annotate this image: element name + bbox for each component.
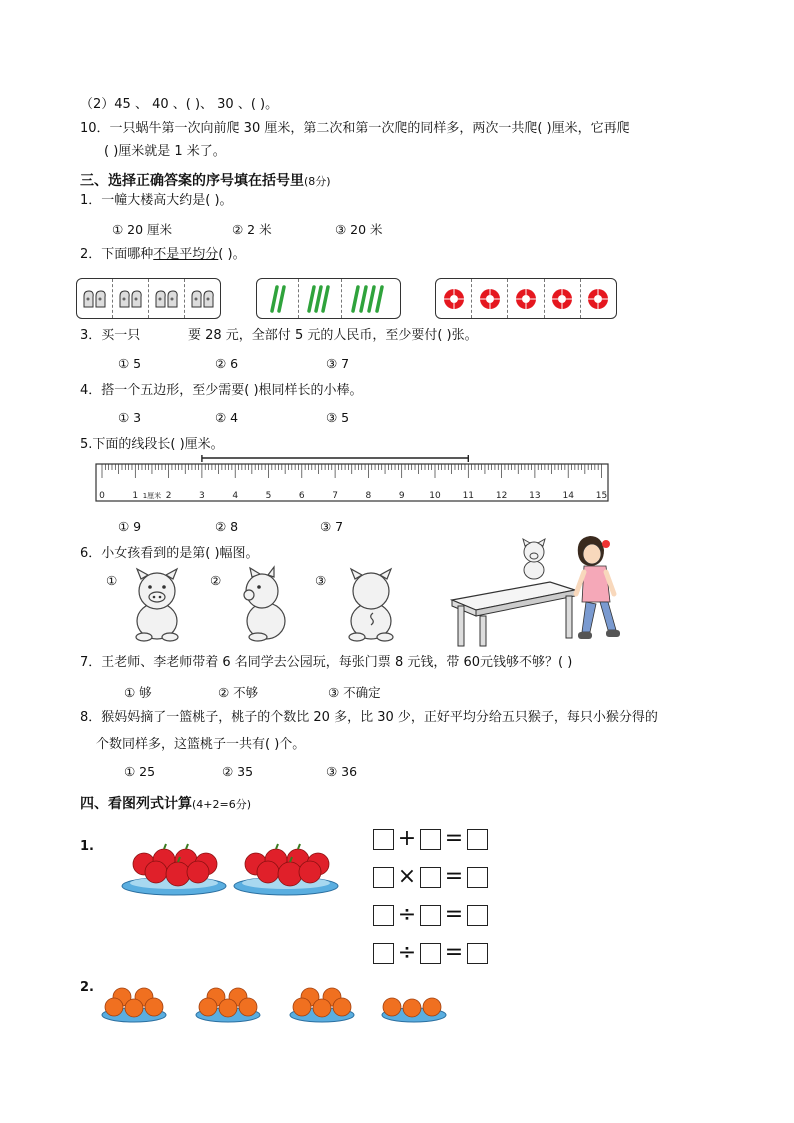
- answer-box[interactable]: [467, 943, 488, 964]
- flower-icon: [478, 287, 502, 311]
- answer-box[interactable]: [420, 943, 441, 964]
- q10-line2: ( )厘米就是 1 米了。: [104, 144, 226, 159]
- s3q2-text: 2．下面哪种不是平均分( )。: [80, 247, 246, 262]
- plate-with-apples: [122, 844, 226, 895]
- s3q4-text: 4．搭一个五边形，至少需要( )根同样长的小棒。: [80, 383, 363, 398]
- equals-sign: =: [444, 864, 464, 889]
- equals-sign: =: [444, 940, 464, 965]
- grass-group: [257, 279, 299, 318]
- s3q3-opt3: ③ 7: [326, 356, 350, 371]
- grass-icon: [349, 284, 393, 314]
- s3q5-opt3: ③ 7: [320, 519, 344, 534]
- pig-front-view: [130, 565, 184, 643]
- s3q5-opt1: ① 9: [118, 519, 142, 534]
- answer-box[interactable]: [373, 867, 394, 888]
- girl-looking-at-pig-scene: [450, 532, 645, 647]
- s4q2-label: 2.: [80, 980, 94, 995]
- apple-plates-figure: [118, 838, 343, 900]
- answer-box[interactable]: [420, 829, 441, 850]
- s3q8-line2: 个数同样多，这篮桃子一共有( )个。: [96, 737, 306, 752]
- s3q7-text: 7．王老师、李老师带着 6 名同学去公园玩，每张门票 8 元钱，带 60元钱够不够？( ): [80, 655, 573, 670]
- s3q7-opt3: ③ 不确定: [328, 685, 381, 700]
- answer-box[interactable]: [373, 905, 394, 926]
- s3q3-text-part2: 要 28 元，全部付 5 元的人民币，至少要付( )张。: [188, 328, 478, 343]
- s3q8-opt3: ③ 36: [326, 764, 358, 779]
- ruler-number: 11: [462, 491, 475, 501]
- plate-with-apples: [234, 844, 338, 895]
- s3q4-opt2: ② 4: [215, 410, 239, 425]
- flower: [436, 279, 472, 318]
- table-icon: [452, 582, 575, 646]
- flower-icon: [550, 287, 574, 311]
- mitten-icon: [189, 287, 217, 311]
- grass-group: [342, 279, 400, 318]
- s3q5-opt2: ② 8: [215, 519, 239, 534]
- grass-group: [299, 279, 341, 318]
- answer-box[interactable]: [467, 867, 488, 888]
- mitten-icon: [153, 287, 181, 311]
- s3q6-text: 6．小女孩看到的是第( )幅图。: [80, 546, 259, 561]
- plate-with-oranges: [196, 988, 260, 1022]
- ruler-number: 0: [99, 491, 105, 501]
- q10-line1: 10．一只蜗牛第一次向前爬 30 厘米，第二次和第一次爬的同样多，两次一共爬( )厘米，它再爬: [80, 121, 630, 136]
- mitten-pair: [185, 279, 220, 318]
- ruler-number: 9: [398, 491, 405, 501]
- s3q8-opt2: ② 35: [222, 764, 254, 779]
- s3q1-opt3: ③ 20 米: [335, 222, 383, 237]
- ruler-number: 7: [332, 491, 338, 501]
- equation-row-divide-1: [373, 904, 488, 928]
- ruler-number: 6: [298, 491, 305, 501]
- equation-row-add: [373, 828, 488, 852]
- plate-with-oranges: [102, 988, 166, 1022]
- s3q8-line1: 8．猴妈妈摘了一篮桃子，桃子的个数比 20 多，比 30 少，正好平均分给五只猴子，每只小猴分得的: [80, 710, 658, 725]
- ruler-number: 10: [429, 491, 441, 501]
- flower-icon: [442, 287, 466, 311]
- s3q5-text: 5.下面的线段长( )厘米。: [80, 437, 224, 452]
- mitten-pair: [77, 279, 113, 318]
- orange-plates-figure: [100, 975, 450, 1027]
- equation-row-divide-2: [373, 942, 488, 966]
- s3q8-opt1: ① 25: [124, 764, 156, 779]
- answer-box[interactable]: [373, 829, 394, 850]
- ruler-number: 8: [365, 491, 372, 501]
- s3q1-opt1: ① 20 厘米: [112, 222, 173, 237]
- times-sign: ×: [397, 864, 417, 889]
- grass-icon: [305, 284, 335, 314]
- equals-sign: =: [444, 826, 464, 851]
- flower-icon: [514, 287, 538, 311]
- ruler-unit-label: 1厘米: [142, 492, 162, 500]
- flower: [581, 279, 616, 318]
- s3q7-opt2: ② 不够: [218, 685, 259, 700]
- grass-icon: [267, 284, 289, 314]
- plus-sign: +: [397, 826, 417, 851]
- ruler-number: 12: [495, 491, 508, 501]
- option-box-mittens: [76, 278, 221, 319]
- answer-box[interactable]: [373, 943, 394, 964]
- ruler-number: 5: [265, 491, 272, 501]
- flower-icon: [586, 287, 610, 311]
- s3q7-opt1: ① 够: [124, 685, 152, 700]
- s3q4-opt3: ③ 5: [326, 410, 350, 425]
- ruler-number: 2: [165, 491, 172, 501]
- ruler-number: 3: [199, 491, 205, 501]
- small-pig-icon: [523, 539, 545, 579]
- divide-sign: ÷: [397, 902, 417, 927]
- flower: [508, 279, 544, 318]
- answer-box[interactable]: [420, 905, 441, 926]
- option-box-grass: [256, 278, 401, 319]
- mitten-icon: [81, 287, 109, 311]
- plate-with-oranges: [382, 998, 446, 1022]
- option-box-flowers: [435, 278, 617, 319]
- ruler-number: 13: [529, 491, 541, 501]
- s3q1-opt2: ② 2 米: [232, 222, 272, 237]
- s3q3-opt1: ① 5: [118, 356, 142, 371]
- s3q3-opt2: ② 6: [215, 356, 239, 371]
- mitten-icon: [117, 287, 145, 311]
- ruler-number: 4: [232, 491, 239, 501]
- ruler-number: 14: [562, 491, 574, 501]
- s3q4-opt1: ① 3: [118, 410, 142, 425]
- pig-back-view: [344, 565, 398, 643]
- section4-title: 四、看图列式计算(4+2=6分): [80, 796, 252, 812]
- s3q3-text-part1: 3．买一只: [80, 328, 141, 343]
- answer-box[interactable]: [420, 867, 441, 888]
- flower: [472, 279, 508, 318]
- answer-box[interactable]: [467, 829, 488, 850]
- s3q6-label2: ②: [210, 573, 222, 588]
- s4q1-label: 1.: [80, 839, 94, 854]
- equation-row-multiply: [373, 866, 488, 890]
- mitten-pair: [149, 279, 185, 318]
- line-segment: [202, 455, 468, 462]
- s3q6-label1: ①: [106, 573, 118, 588]
- girl-icon: [576, 536, 620, 639]
- q9-line2: （2）45 、 40 、( )、 30 、( )。: [80, 97, 279, 112]
- s3q1-text: 1．一幢大楼高大约是( )。: [80, 193, 233, 208]
- section3-title: 三、选择正确答案的序号填在括号里(8分): [80, 173, 331, 189]
- ruler-number: 1: [132, 491, 139, 501]
- flower: [545, 279, 581, 318]
- pig-side-view: [238, 565, 292, 643]
- ruler-number: 15: [595, 491, 608, 501]
- answer-box[interactable]: [467, 905, 488, 926]
- ruler-figure: [94, 454, 610, 504]
- divide-sign: ÷: [397, 940, 417, 965]
- mitten-pair: [113, 279, 149, 318]
- equals-sign: =: [444, 902, 464, 927]
- plate-with-oranges: [290, 988, 354, 1022]
- s3q6-label3: ③: [315, 573, 327, 588]
